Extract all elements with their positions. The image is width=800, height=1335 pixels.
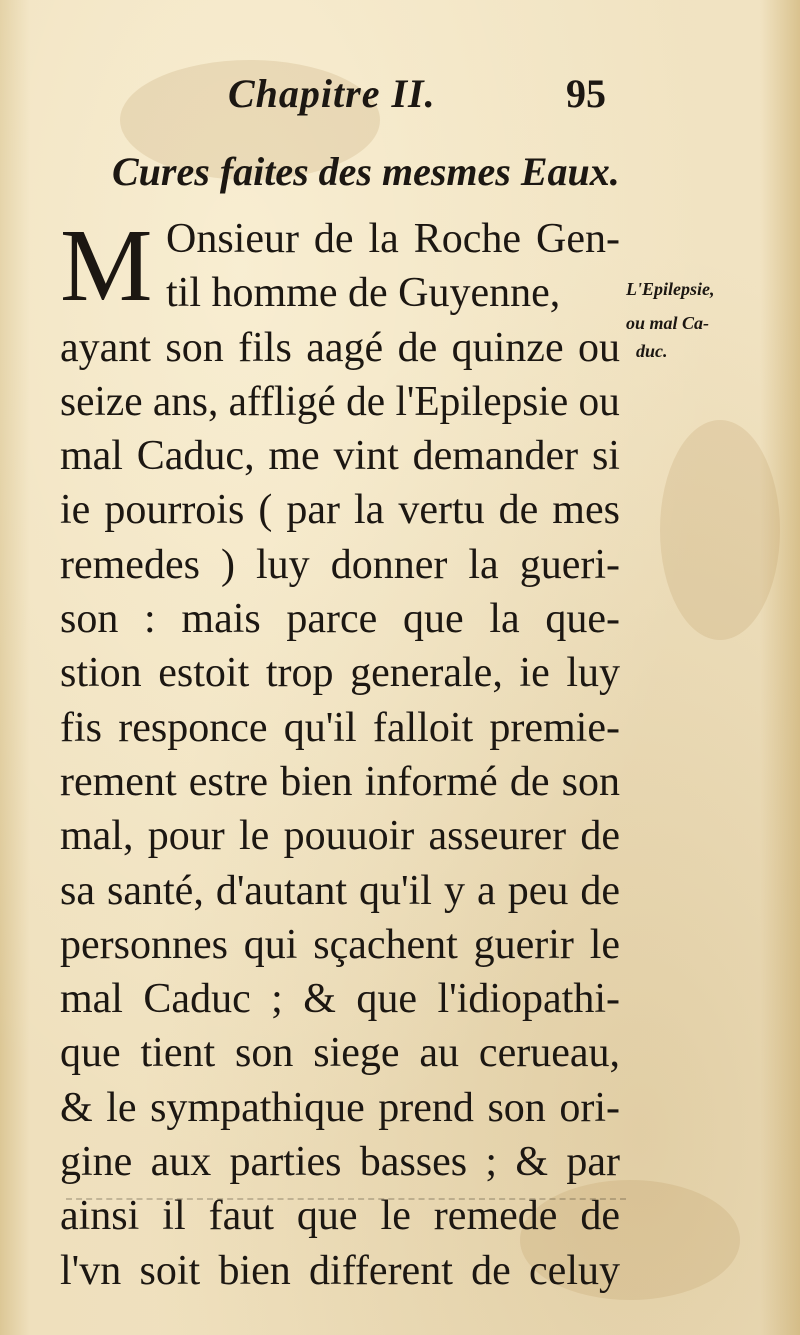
text-line: mal, pour le pouuoir asseurer de <box>60 813 621 860</box>
chapter-heading: Chapitre II. <box>228 71 436 116</box>
text-line: ayant son fils aagé de quinze ou <box>60 324 621 371</box>
marginal-note <box>626 272 786 362</box>
text-line: rement estre bien informé de son <box>60 758 620 805</box>
text-line: personnes qui sçachent guerir le <box>60 921 621 968</box>
marginal-note-line: duc. <box>636 341 668 361</box>
text-line: til homme de Guyenne, <box>166 270 561 317</box>
text-line: mal Caduc ; & que l'idiopathi- <box>60 976 620 1023</box>
text-line: Onsieur de la Roche Gen- <box>166 216 620 262</box>
text-line: remedes ) luy donner la gueri- <box>60 541 621 588</box>
body-text <box>60 208 621 1298</box>
text-line: seize ans, affligé de l'Epilepsie ou <box>60 378 620 425</box>
text-line: sa santé, d'autant qu'il y a peu de <box>60 867 621 914</box>
text-line: l'vn soit bien different de celuy <box>60 1247 620 1294</box>
text-line: stion estoit trop generale, ie luy <box>60 650 620 697</box>
paper-stain <box>660 420 780 640</box>
text-line: mal Caduc, me vint demander si <box>60 433 620 480</box>
text-line: fis responce qu'il falloit premie- <box>60 704 620 751</box>
marginal-note-line: ou mal Ca- <box>626 313 710 333</box>
text-line: & le sympathique prend son ori- <box>60 1084 620 1131</box>
page-number: 95 <box>566 71 606 116</box>
text-line: son : mais parce que la que- <box>60 596 620 643</box>
text-line: ie pourrois ( par la vertu de mes <box>60 487 620 534</box>
drop-cap: M <box>60 208 153 323</box>
bleed-through-rule <box>66 1198 626 1200</box>
text-line: ainsi il faut que le remede de <box>60 1193 621 1240</box>
section-title: Cures faites des mesmes Eaux. <box>112 149 620 194</box>
text-line: gine aux parties basses ; & par <box>60 1139 620 1186</box>
marginal-note-line: L'Epilepsie, <box>626 279 715 299</box>
text-line: que tient son siege au cerueau, <box>60 1030 620 1077</box>
running-head <box>0 70 800 130</box>
